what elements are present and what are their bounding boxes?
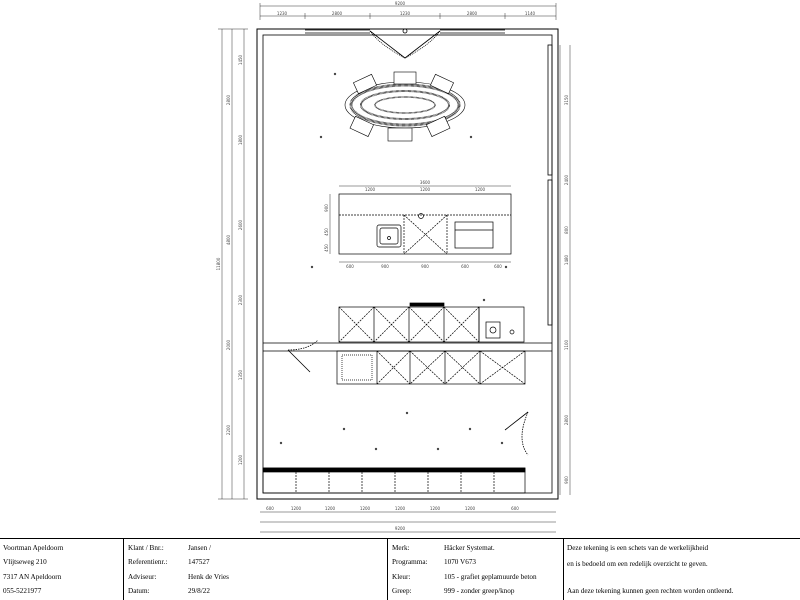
- bottom-cabinets: [263, 468, 525, 493]
- date-label: Datum:: [128, 587, 150, 595]
- company-phone: 055-5221977: [3, 587, 42, 595]
- dim-island-bottom: 600: [346, 264, 354, 269]
- dim-island-total: 3600: [419, 180, 431, 185]
- disclaimer-line: Aan deze tekening kunnen geen rechten worden ontleend.: [567, 587, 734, 595]
- brand-label: Merk:: [392, 544, 410, 552]
- date-value: 29/8/22: [188, 587, 210, 595]
- dim-top-part: 1230: [276, 11, 288, 16]
- title-block: [0, 538, 800, 600]
- program-value: 1070 V673: [444, 558, 477, 566]
- product-column: [388, 539, 564, 600]
- color-value: 105 - grafiet geplamuurde beton: [444, 573, 537, 581]
- dim-top-total: 9200: [394, 1, 406, 6]
- dim-left-outer: 4800: [226, 234, 231, 246]
- dim-top-part: 2800: [331, 11, 343, 16]
- partition-cabinets: [337, 351, 525, 384]
- advisor-value: Henk de Vries: [188, 573, 229, 581]
- dim-left-total: 11800: [216, 257, 221, 271]
- company-name: Voortman Apeldoorn: [3, 544, 64, 552]
- dim-left-outer: 2000: [226, 339, 231, 351]
- dim-left-inner: 1350: [238, 369, 243, 381]
- dim-bottom-part: 1200: [359, 506, 371, 511]
- disclaimer-column: [564, 539, 800, 600]
- dim-left-inner: 2600: [238, 219, 243, 231]
- client-column: [124, 539, 388, 600]
- dim-left-outer: 2800: [226, 94, 231, 106]
- dim-top-part: 1140: [524, 11, 536, 16]
- disclaimer-line: Deze tekening is een schets van de werkelijkheid: [567, 544, 709, 552]
- dim-right-part: 1480: [564, 254, 569, 266]
- color-label: Kleur:: [392, 573, 411, 581]
- dim-left-inner: 1450: [238, 54, 243, 66]
- back-cabinets: [339, 303, 524, 342]
- dim-bottom-part: 1200: [394, 506, 406, 511]
- brand-value: Häcker Systemat.: [444, 544, 495, 552]
- program-label: Programma:: [392, 558, 428, 566]
- company-street: Vlijtseweg 210: [3, 558, 47, 566]
- dim-left-inner: 2300: [238, 294, 243, 306]
- dim-bottom-part: 1200: [324, 506, 336, 511]
- dim-left-outer: 2200: [226, 424, 231, 436]
- right-window: [548, 45, 552, 325]
- dim-left-inner: 1200: [238, 454, 243, 466]
- dim-top-part: 1230: [399, 11, 411, 16]
- dim-island-part: 1200: [474, 187, 486, 192]
- dim-right-part: 3150: [564, 94, 569, 106]
- dim-right-part: 2400: [564, 174, 569, 186]
- client-label: Klant / Bnr.:: [128, 544, 164, 552]
- dim-island-part: 1200: [419, 187, 431, 192]
- oven: [455, 222, 493, 248]
- dim-island-side: 900: [324, 204, 329, 212]
- handle-label: Greep:: [392, 587, 412, 595]
- door-left: [288, 340, 318, 372]
- dim-island-bottom: 600: [461, 264, 469, 269]
- top-window: [305, 29, 505, 58]
- company-city: 7317 AN Apeldoorn: [3, 573, 62, 581]
- reference-value: 147527: [188, 558, 210, 566]
- dim-right-part: 900: [564, 476, 569, 484]
- dim-left-inner: 1800: [238, 134, 243, 146]
- disclaimer-line: en is bedoeld om een redelijk overzicht te geven.: [567, 560, 708, 568]
- dining-table: [345, 72, 465, 141]
- dim-bottom-part: 1200: [429, 506, 441, 511]
- dim-island-side: 450: [324, 228, 329, 236]
- dim-right-part: 2800: [564, 414, 569, 426]
- client-value: Jansen /: [188, 544, 211, 552]
- dim-right-part: 1100: [564, 339, 569, 351]
- dim-right-part: 800: [564, 226, 569, 234]
- dim-bottom-part: 1200: [290, 506, 302, 511]
- company-column: [0, 539, 124, 600]
- dim-bottom-part: 1200: [464, 506, 476, 511]
- handle-value: 999 - zonder greep/knop: [444, 587, 515, 595]
- door-right: [505, 412, 528, 455]
- dim-bottom-part: 600: [511, 506, 519, 511]
- advisor-label: Adviseur:: [128, 573, 157, 581]
- dim-island-bottom: 900: [381, 264, 389, 269]
- reference-label: Referentienr.:: [128, 558, 168, 566]
- dim-island-bottom: 600: [494, 264, 502, 269]
- kitchen-island: [339, 194, 511, 254]
- dim-island-bottom: 900: [421, 264, 429, 269]
- dim-island-side: 450: [324, 244, 329, 252]
- dim-bottom-part: 600: [266, 506, 274, 511]
- dim-top-part: 2800: [466, 11, 478, 16]
- dim-island-part: 1200: [364, 187, 376, 192]
- dim-bottom-total: 9200: [394, 526, 406, 531]
